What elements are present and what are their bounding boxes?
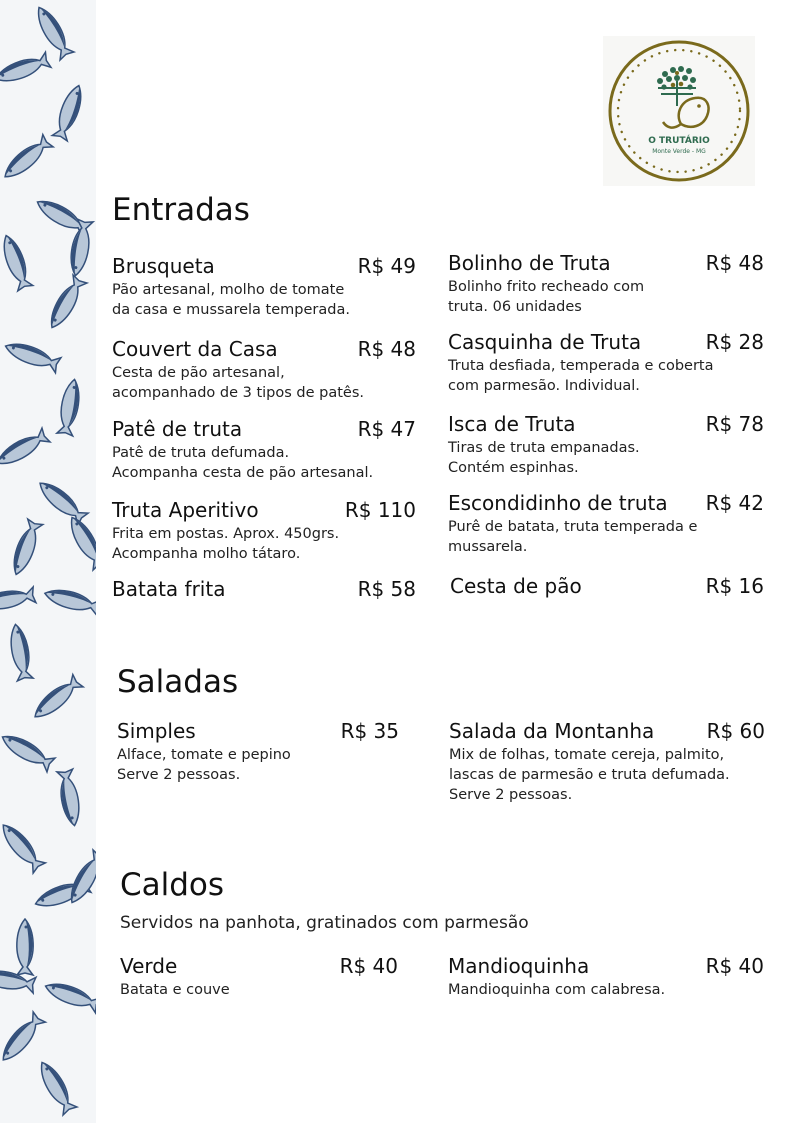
desc-line: Alface, tomate e pepino [117, 747, 291, 763]
item-name: Verde [120, 954, 178, 978]
menu-item [112, 577, 416, 601]
desc-line: com parmesão. Individual. [448, 378, 640, 394]
menu-item [120, 954, 398, 1000]
logo-name: O TRUTÁRIO [648, 136, 710, 146]
desc-line: truta. 06 unidades [448, 299, 582, 315]
desc-line: Serve 2 pessoas. [117, 767, 241, 783]
desc-line: Frita em postas. Aprox. 450grs. [112, 526, 340, 542]
fish-icon [30, 674, 83, 723]
item-name: Brusqueta [112, 254, 215, 278]
fish-icon [0, 1012, 46, 1065]
desc-line: Acompanha molho tátaro. [112, 546, 301, 562]
section-title-entradas: Entradas [112, 192, 250, 228]
desc-line: Bolinho frito recheado com [448, 279, 645, 295]
item-price: R$ 49 [357, 254, 416, 278]
item-name: Casquinha de Truta [448, 330, 642, 354]
item-price: R$ 35 [340, 719, 399, 743]
menu-item [449, 719, 765, 805]
item-name: Patê de truta [112, 417, 243, 441]
fish-pattern-strip [0, 0, 96, 1123]
item-price: R$ 78 [705, 412, 764, 436]
menu-item [448, 412, 764, 478]
item-description [120, 980, 398, 1000]
menu-item [450, 574, 764, 598]
item-name: Escondidinho de truta [448, 491, 668, 515]
item-description [448, 438, 764, 478]
section-title-caldos: Caldos [120, 867, 225, 903]
restaurant-logo [603, 36, 755, 186]
item-price: R$ 48 [705, 251, 764, 275]
item-name: Batata frita [112, 577, 226, 601]
item-name: Simples [117, 719, 196, 743]
item-name: Cesta de pão [450, 574, 582, 598]
menu-item [448, 954, 764, 1000]
menu-item [448, 330, 764, 396]
fish-icon [3, 338, 61, 373]
caldos-subtitle: Servidos na panhota, gratinados com parmesão [120, 913, 529, 933]
item-description [112, 280, 416, 320]
item-price: R$ 60 [706, 719, 765, 743]
item-description [449, 745, 765, 805]
fish-icon [57, 378, 83, 436]
desc-line: Purê de batata, truta temperada e [448, 519, 698, 535]
item-price: R$ 47 [357, 417, 416, 441]
fish-icon [8, 519, 43, 577]
menu-item [112, 254, 416, 320]
item-description [448, 356, 764, 396]
desc-line: Truta desfiada, temperada e coberta [448, 358, 714, 374]
desc-line: lascas de parmesão e truta defumada. [449, 767, 730, 783]
item-price: R$ 28 [705, 330, 764, 354]
fish-icon [52, 83, 87, 141]
fish-icon [0, 428, 50, 470]
item-description [448, 517, 764, 557]
item-name: Bolinho de Truta [448, 251, 611, 275]
fish-icon [32, 3, 74, 60]
desc-line: Acompanha cesta de pão artesanal. [112, 465, 374, 481]
item-price: R$ 40 [705, 954, 764, 978]
fish-icon [65, 513, 96, 570]
desc-line: Contém espinhas. [448, 460, 579, 476]
desc-line: Pão artesanal, molho de tomate [112, 282, 345, 298]
item-description [112, 443, 416, 483]
item-description [117, 745, 399, 785]
fish-icon [0, 52, 51, 87]
menu-item [117, 719, 399, 785]
item-name: Couvert da Casa [112, 337, 278, 361]
desc-line: Mandioquinha com calabresa. [448, 982, 666, 998]
fish-icon [43, 978, 96, 1013]
menu-item [112, 498, 416, 564]
fish-icon [35, 477, 88, 526]
fish-icon [0, 233, 33, 291]
desc-line: da casa e mussarela temperada. [112, 302, 350, 318]
desc-line: Batata e couve [120, 982, 230, 998]
fish-icon [57, 769, 83, 827]
fish-icon [35, 1058, 77, 1115]
desc-line: Mix de folhas, tomate cereja, palmito, [449, 747, 725, 763]
item-name: Mandioquinha [448, 954, 590, 978]
item-description [112, 363, 416, 403]
desc-line: Cesta de pão artesanal, [112, 365, 285, 381]
item-price: R$ 48 [357, 337, 416, 361]
menu-item [448, 251, 764, 317]
desc-line: acompanhado de 3 tipos de patês. [112, 385, 365, 401]
menu-item [448, 491, 764, 557]
item-price: R$ 42 [705, 491, 764, 515]
item-price: R$ 40 [339, 954, 398, 978]
fish-icon [7, 623, 33, 681]
item-name: Isca de Truta [448, 412, 576, 436]
fish-icon [0, 134, 53, 183]
fish-icon [43, 585, 96, 615]
menu-item [112, 417, 416, 483]
section-title-saladas: Saladas [117, 664, 239, 700]
item-name: Salada da Montanha [449, 719, 655, 743]
item-description [448, 980, 764, 1000]
item-description [448, 277, 764, 317]
item-price: R$ 16 [705, 574, 764, 598]
item-price: R$ 58 [357, 577, 416, 601]
fish-icon [17, 919, 33, 975]
logo-emblem [603, 36, 755, 186]
item-name: Truta Aperitivo [112, 498, 259, 522]
item-description [112, 524, 416, 564]
logo-location: Monte Verde - MG [652, 148, 706, 155]
fish-icon [45, 275, 87, 332]
fish-icon [0, 820, 46, 873]
desc-line: Patê de truta defumada. [112, 445, 290, 461]
menu-item [112, 337, 416, 403]
item-price: R$ 110 [344, 498, 416, 522]
desc-line: Serve 2 pessoas. [449, 787, 573, 803]
fish-icon [0, 730, 55, 772]
fish-icon [0, 587, 36, 613]
fish-pattern-illustration [0, 0, 96, 1123]
desc-line: mussarela. [448, 539, 528, 555]
desc-line: Tiras de truta empanadas. [448, 440, 640, 456]
